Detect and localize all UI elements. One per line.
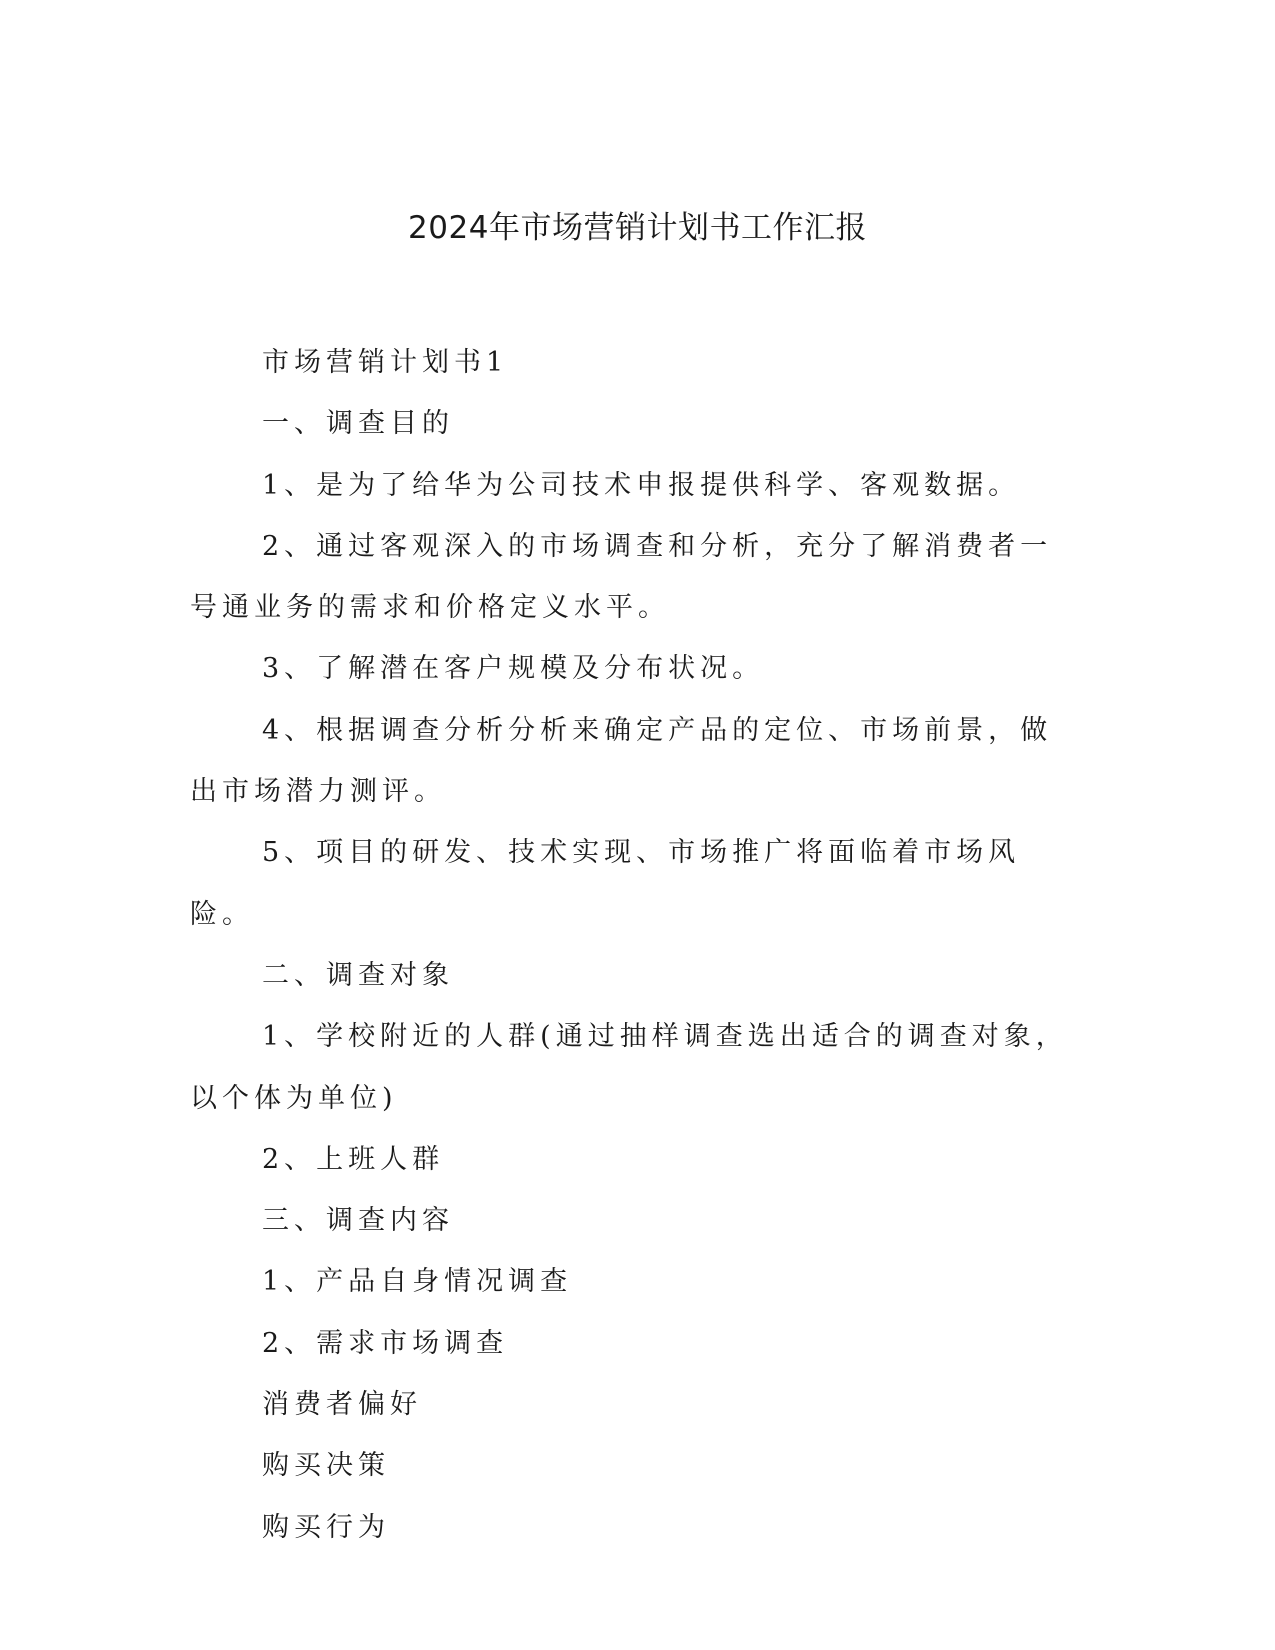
paragraph-section-heading: 市场营销计划书1 xyxy=(262,347,509,378)
paragraph-purpose-5: 5、项目的研发、技术实现、市场推广将面临着市场风险。 xyxy=(190,837,1021,930)
paragraph-purpose-1: 1、是为了给华为公司技术申报提供科学、客观数据。 xyxy=(262,469,1021,501)
paragraph-purpose-3: 3、了解潜在客户规模及分布状况。 xyxy=(262,653,765,685)
paragraph-purchase-decision: 购买决策 xyxy=(262,1450,390,1482)
paragraph-purpose-2: 2、通过客观深入的市场调查和分析，充分了解消费者一号通业务的需求和价格定义水平。 xyxy=(190,530,1053,624)
document-body xyxy=(190,332,1080,1558)
document-title: 2024年市场营销计划书工作汇报 xyxy=(408,210,867,246)
paragraph-consumer-preference: 消费者偏好 xyxy=(262,1389,422,1421)
paragraph-subjects-2: 2、上班人群 xyxy=(262,1143,445,1175)
paragraph-content-2: 2、需求市场调查 xyxy=(262,1327,509,1359)
paragraph-subjects-1: 1、学校附近的人群(通过抽样调查选出适合的调查对象，以个体为单位) xyxy=(190,1021,1068,1114)
paragraph-purchase-behavior: 购买行为 xyxy=(262,1511,390,1543)
paragraph-heading-subjects: 二、调查对象 xyxy=(262,959,454,991)
paragraph-heading-content: 三、调查内容 xyxy=(262,1205,454,1237)
paragraph-content-1: 1、产品自身情况调查 xyxy=(262,1266,573,1298)
paragraph-purpose-4: 4、根据调查分析分析来确定产品的定位、市场前景，做出市场潜力测评。 xyxy=(190,714,1053,808)
paragraph-heading-purpose: 一、调查目的 xyxy=(262,408,454,440)
